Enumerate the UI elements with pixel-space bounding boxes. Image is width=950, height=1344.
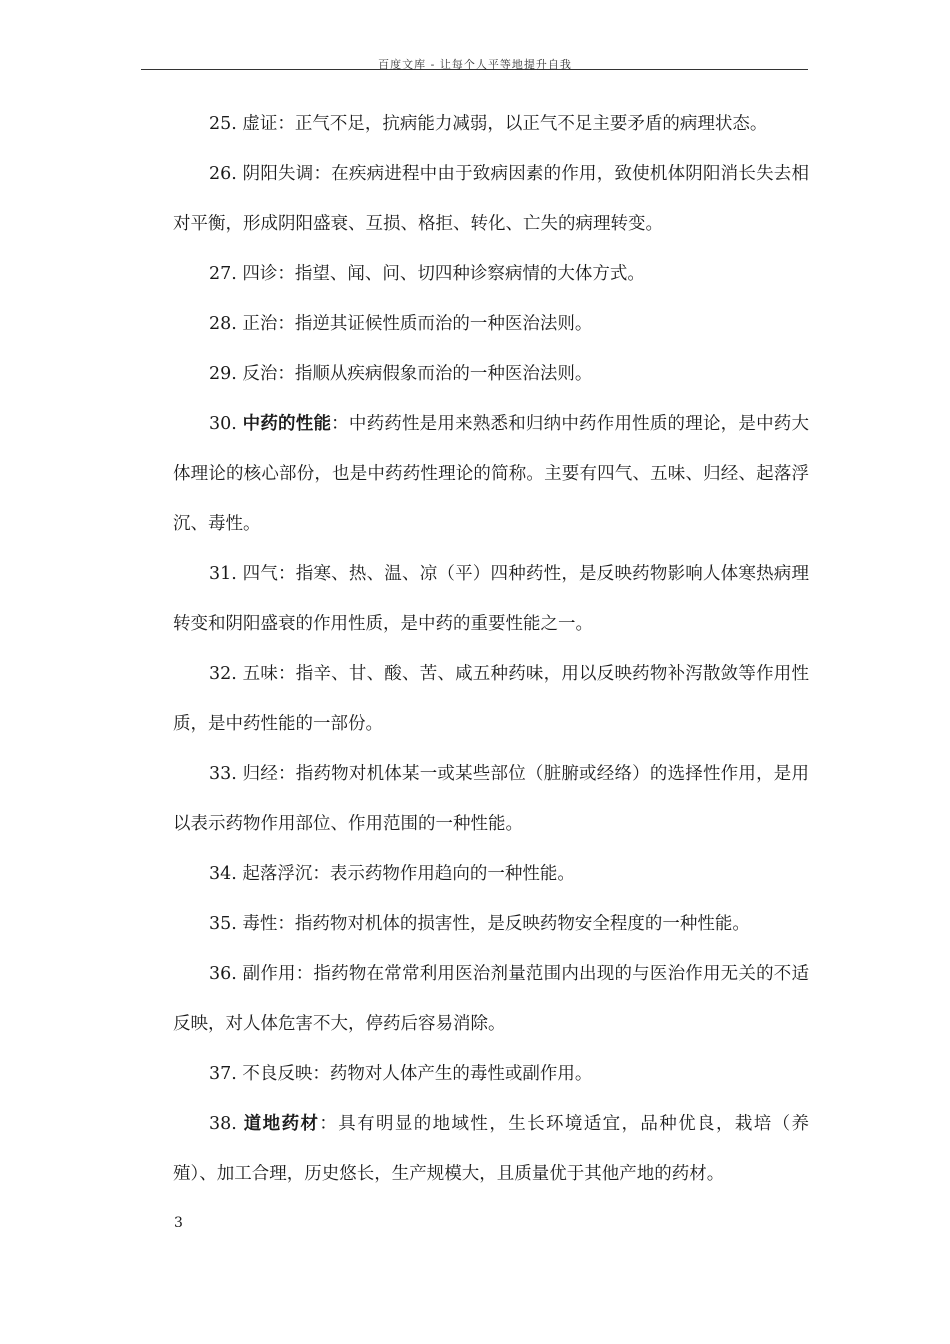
item-term: 虚证 xyxy=(242,114,278,134)
item-body: ：指药物在常常利用医治剂量范围内出现的与医治作用无关的不适反映，对人体危害不大，停药后容易消除。 xyxy=(173,964,810,1034)
item-term: 归经 xyxy=(242,764,279,784)
item-body: ：指顺从疾病假象而治的一种医治法则。 xyxy=(277,364,593,384)
definition-item xyxy=(173,849,809,899)
item-term: 反治 xyxy=(242,364,278,384)
definition-item xyxy=(173,349,809,399)
item-number: 30. xyxy=(209,414,237,434)
item-number: 34. xyxy=(209,864,237,884)
item-body: ：指药物对机体某一或某些部位（脏腑或经络）的选择性作用，是用以表示药物作用部位、作用范围的一种性能。 xyxy=(173,764,810,834)
page-header: 百度文库 - 让每个人平等地提升自我 xyxy=(378,58,572,71)
item-number: 27. xyxy=(209,264,237,284)
item-term: 不良反映 xyxy=(242,1064,313,1084)
item-number: 33. xyxy=(209,764,237,784)
item-term: 正治 xyxy=(242,314,278,334)
item-body: ：正气不足，抗病能力减弱，以正气不足主要矛盾的病理状态。 xyxy=(277,114,768,134)
page-number: 3 xyxy=(174,1215,183,1231)
item-body: ：指逆其证候性质而治的一种医治法则。 xyxy=(277,314,593,334)
definition-item xyxy=(173,899,809,949)
item-body: ：指药物对机体的损害性，是反映药物安全程度的一种性能。 xyxy=(277,914,750,934)
item-term: 起落浮沉 xyxy=(242,864,313,884)
item-body: ：在疾病进程中由于致病因素的作用，致使机体阴阳消长失去相对平衡，形成阴阳盛衰、互损、格拒、转化、亡失的病理转变。 xyxy=(173,164,810,234)
item-number: 32. xyxy=(209,664,237,684)
header-rule xyxy=(141,69,808,70)
item-number: 35. xyxy=(209,914,237,934)
item-number: 36. xyxy=(209,964,237,984)
definition-item xyxy=(173,99,809,149)
item-number: 29. xyxy=(209,364,237,384)
item-number: 26. xyxy=(209,164,237,184)
item-term: 四气 xyxy=(242,564,279,584)
definition-item xyxy=(173,1099,809,1199)
definition-item xyxy=(173,299,809,349)
item-body: ：中药药性是用来熟悉和归纳中药作用性质的理论，是中药大体理论的核心部份，也是中药药性理论的简称。主要有四气、五味、归经、起落浮沉、毒性。 xyxy=(173,414,809,534)
item-body: ：具有明显的地域性，生长环境适宜，品种优良，栽培（养殖）、加工合理，历史悠长，生产规模大，且质量优于其他产地的药材。 xyxy=(173,1114,809,1184)
item-number: 28. xyxy=(209,314,237,334)
item-body: ：指望、闻、问、切四种诊察病情的大体方式。 xyxy=(277,264,645,284)
definition-item xyxy=(173,949,809,1049)
definition-item xyxy=(173,399,809,549)
item-number: 25. xyxy=(209,114,237,134)
definition-item xyxy=(173,649,809,749)
item-term-bold: 道地药材 xyxy=(243,1114,320,1134)
item-number: 37. xyxy=(209,1064,237,1084)
definition-item xyxy=(173,549,809,649)
item-body: ：指寒、热、温、凉（平）四种药性，是反映药物影响人体寒热病理转变和阴阳盛衰的作用性质，是中药的重要性能之一。 xyxy=(173,564,810,634)
document-body xyxy=(173,99,809,1199)
definition-item xyxy=(173,249,809,299)
item-number: 38. xyxy=(209,1114,237,1134)
item-term: 五味 xyxy=(242,664,279,684)
item-body: ：指辛、甘、酸、苦、咸五种药味，用以反映药物补泻散敛等作用性质，是中药性能的一部份。 xyxy=(173,664,810,734)
item-term: 毒性 xyxy=(242,914,278,934)
item-term: 阴阳失调 xyxy=(242,164,314,184)
definition-item xyxy=(173,149,809,249)
item-number: 31. xyxy=(209,564,237,584)
item-body: ：表示药物作用趋向的一种性能。 xyxy=(312,864,575,884)
definition-item xyxy=(173,1049,809,1099)
item-body: ：药物对人体产生的毒性或副作用。 xyxy=(312,1064,593,1084)
item-term: 副作用 xyxy=(242,964,296,984)
definition-item xyxy=(173,749,809,849)
item-term-bold: 中药的性能 xyxy=(242,414,332,434)
item-term: 四诊 xyxy=(242,264,278,284)
